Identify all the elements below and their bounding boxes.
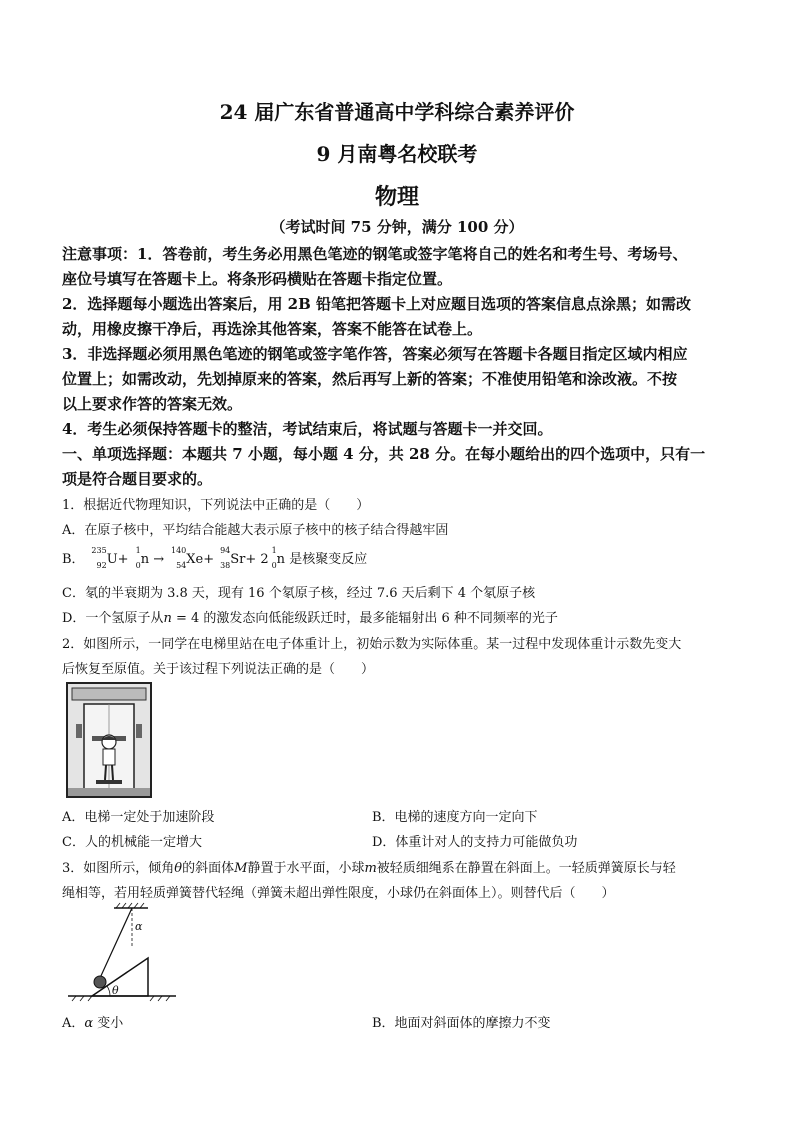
q1-option-d: D．一个氢原子从n = 4 的激发态向低能级跃迁时，最多能辐射出 6 种不同频率的光子 [62,611,558,626]
q2-option-b: B．电梯的速度方向一定向下 [372,810,538,825]
nuclide-sr94: 94 38 [220,546,231,570]
q2-option-d: D．体重计对人的支持力可能做负功 [372,835,578,850]
notice-line-7: 以上要求作答的答案无效。 [62,395,243,413]
incline-figure [64,902,184,1002]
notice-line-2: 座位号填写在答题卡上。将条形码横贴在答题卡指定位置。 [62,270,453,288]
elevator-illustration [68,684,150,796]
notice-line-8: 4．考生必须保持答题卡的整洁，考试结束后，将试题与答题卡一并交回。 [62,420,553,438]
notice-line-6: 位置上；如需改动，先划掉原来的答案，然后再写上新的答案；不准使用铅笔和涂改液。不按 [62,370,678,388]
q3-option-a: A．α 变小 [62,1016,124,1031]
notice-line-3: 2．选择题每小题选出答案后，用 2B 铅笔把答题卡上对应题目选项的答案信息点涂黑；如需改 [62,295,692,313]
notice-line-4: 动，用橡皮擦干净后，再选涂其他答案，答案不能答在试卷上。 [62,320,483,338]
q1-option-c: C．氡的半衰期为 3.8 天，现有 16 个氡原子核，经过 7.6 天后剩下 4 个氡原子核 [62,586,536,601]
q1-option-b-label: B． [62,552,85,567]
notice-line-1: 注意事项：1．答卷前，考生务必用黑色笔迹的钢笔或签字笔将自己的姓名和考生号、考场号、 [62,245,688,263]
elevator-figure [66,682,152,798]
nuclide-neutron-2: 1 0 [271,546,277,570]
q2-option-c: C．人的机械能一定增大 [62,835,202,850]
subject-title: 物理 [374,184,419,210]
q1-option-b-text: 是核聚变反应 [289,552,368,567]
nuclide-xe140: 140 54 [170,546,187,570]
q2-option-a: A．电梯一定处于加速阶段 [62,810,215,825]
nuclide-u235: 235 92 [91,546,107,570]
reaction-arrow: → [153,552,165,567]
q3-option-b: B．地面对斜面体的摩擦力不变 [372,1016,551,1031]
incline-diagram [64,902,184,1002]
section-heading-line-2: 项是符合题目要求的。 [62,470,213,488]
theta-label: θ [112,984,119,997]
q1-option-b: B． 235 92 U+ 1 0 n → 140 54 Xe+ 94 38 Sr+ 2 1 0 n 是核聚变反应 [62,546,368,570]
alpha-label: α [135,920,143,933]
section-heading-line-1: 一、单项选择题：本题共 7 小题，每小题 4 分，共 28 分。在每小题给出的四个选项中，只有一 [62,445,706,463]
notice-line-5: 3．非选择题必须用黑色笔迹的钢笔或签字笔作答，答案必须写在答题卡各题目指定区域内相应 [62,345,688,363]
paper-subtitle: 9 月南粤名校联考 [316,142,478,166]
exam-info: （考试时间 75 分钟，满分 100 分） [270,218,524,236]
q1-stem: 1．根据近代物理知识，下列说法中正确的是（ ） [62,498,370,513]
q2-stem-line-1: 2．如图所示，一同学在电梯里站在电子体重计上，初始示数为实际体重。某一过程中发现体重计示数先变大 [62,637,682,652]
paper-title: 24 届广东省普通高中学科综合素养评价 [219,100,575,124]
q1-option-a: A．在原子核中，平均结合能越大表示原子核中的核子结合得越牢固 [62,523,449,538]
q3-stem-line-1: 3．如图所示，倾角θ的斜面体M静置于水平面，小球m被轻质细绳系在静置在斜面上。一轻质弹簧原长与轻 [62,861,676,876]
nuclide-neutron: 1 0 [135,546,141,570]
q3-stem-line-2: 绳相等，若用轻质弹簧替代轻绳（弹簧未超出弹性限度，小球仍在斜面体上）。则替代后（ ） [62,886,615,901]
q2-stem-line-2: 后恢复至原值。关于该过程下列说法正确的是（ ） [62,662,375,677]
